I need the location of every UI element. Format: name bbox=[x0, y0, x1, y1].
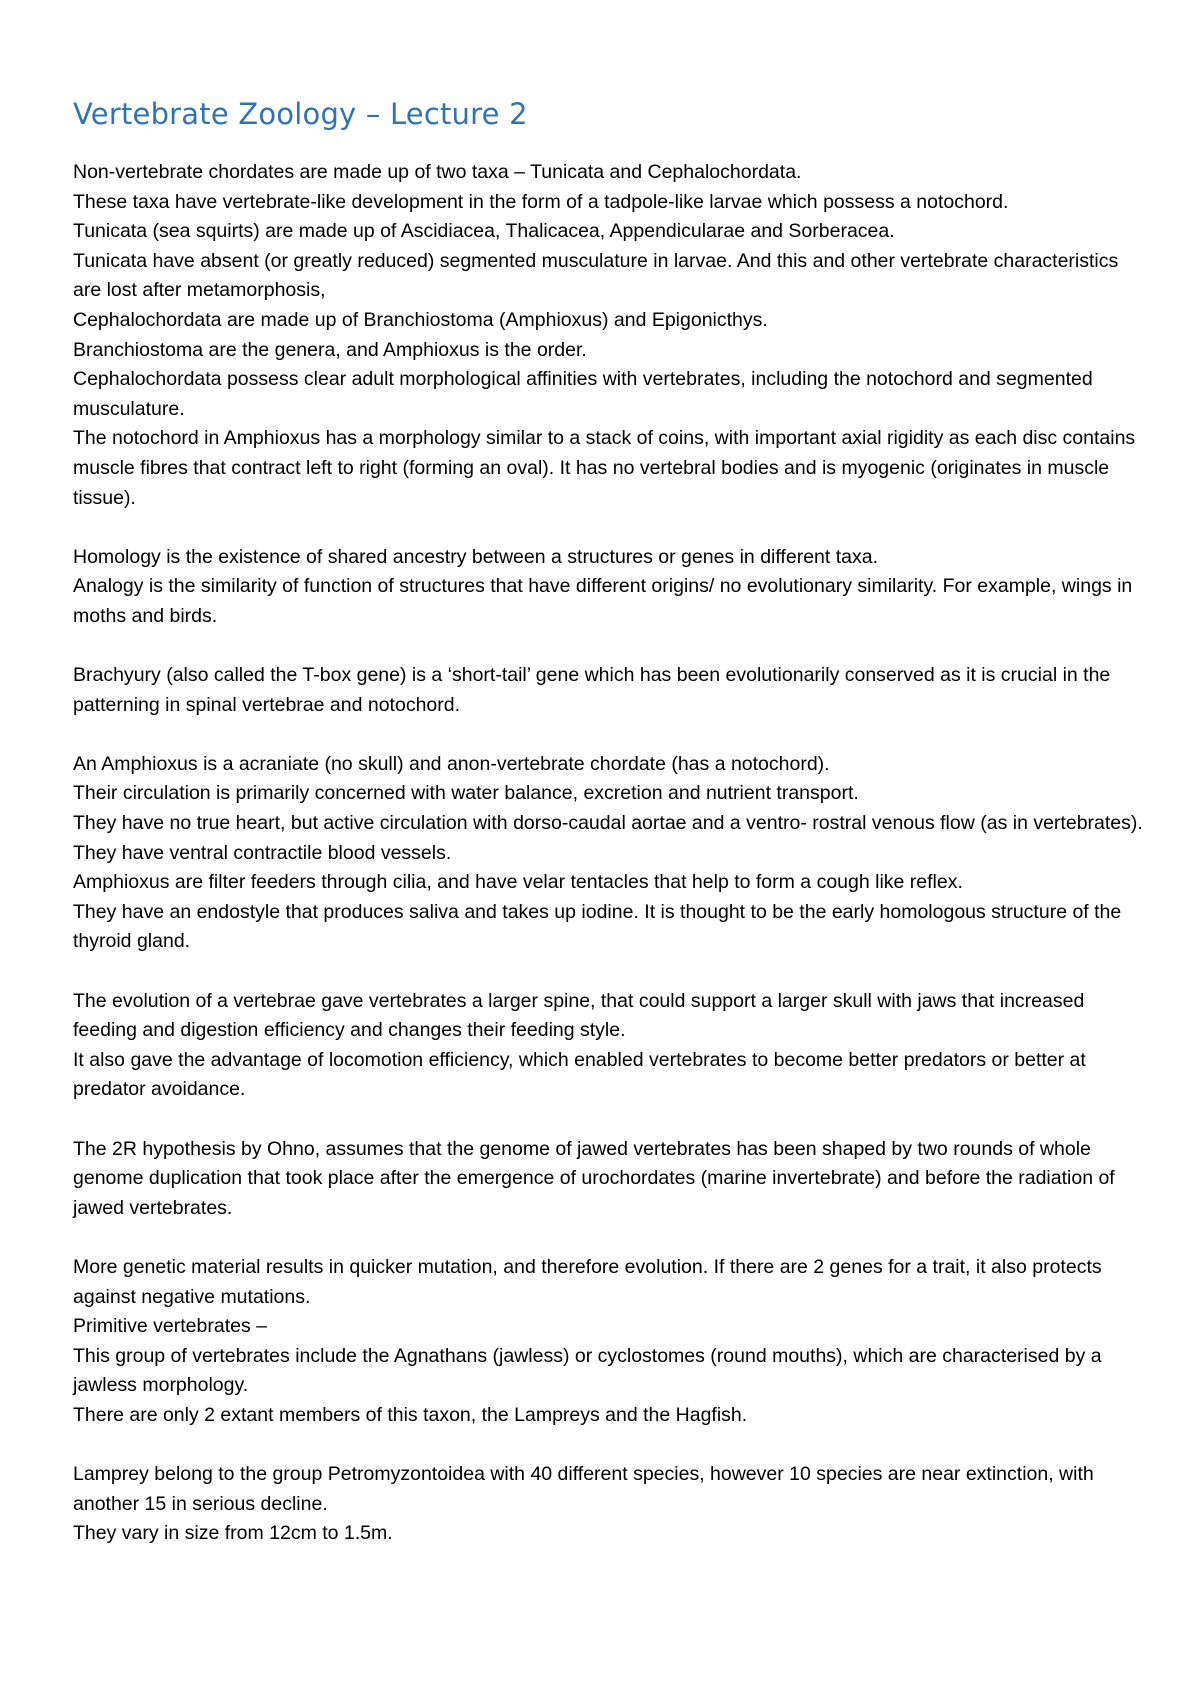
body-paragraph: The notochord in Amphioxus has a morphology similar to a stack of coins, with important axial rigidity as each disc contains muscle fibres that contract left to right (forming an oval). It has no vertebral bodies and is myogenic (originates in muscle tissue). bbox=[73, 427, 1136, 509]
paragraph-gap bbox=[73, 513, 1143, 543]
body-paragraph: Non-vertebrate chordates are made up of two taxa – Tunicata and Cephalochordata. bbox=[73, 161, 802, 183]
body-paragraph: Primitive vertebrates – bbox=[73, 1315, 267, 1338]
body-paragraph: Branchiostoma are the genera, and Amphioxus is the order. bbox=[73, 338, 587, 361]
body-paragraph: Homology is the existence of shared ancestry between a structures or genes in different taxa. bbox=[73, 545, 878, 568]
body-paragraph: These taxa have vertebrate-like development in the form of a tadpole-like larvae which possess a notochord. bbox=[73, 190, 1009, 213]
document-body bbox=[73, 158, 1143, 1549]
body-paragraph: Cephalochordata possess clear adult morphological affinities with vertebrates, including the notochord and segmented musculature. bbox=[73, 368, 1093, 420]
body-paragraph: Amphioxus are filter feeders through cilia, and have velar tentacles that help to form a cough like reflex. bbox=[73, 871, 963, 894]
body-paragraph: Cephalochordata are made up of Branchiostoma (Amphioxus) and Epigonicthys. bbox=[73, 308, 768, 331]
paragraph-gap bbox=[73, 1223, 1143, 1253]
body-paragraph: The 2R hypothesis by Ohno, assumes that the genome of jawed vertebrates has been shaped by two rounds of whole genome duplication that took place after the emergence of urochordates (marine invertebrate) and before the radiation of jawed vertebrates. bbox=[73, 1137, 1115, 1219]
body-paragraph: The evolution of a vertebrae gave vertebrates a larger spine, that could support a larger skull with jaws that increased feeding and digestion efficiency and changes their feeding style. bbox=[73, 989, 1085, 1042]
body-paragraph: Their circulation is primarily concerned with water balance, excretion and nutrient transport. bbox=[73, 782, 859, 805]
paragraph-gap bbox=[73, 720, 1143, 750]
body-paragraph: Tunicata have absent (or greatly reduced) segmented musculature in larvae. And this and other vertebrate characteristics are lost after metamorphosis, bbox=[73, 249, 1119, 302]
body-paragraph: Analogy is the similarity of function of structures that have different origins/ no evolutionary similarity. For example, wings in moths and birds. bbox=[73, 575, 1133, 627]
body-paragraph: They vary in size from 12cm to 1.5m. bbox=[73, 1522, 393, 1545]
body-paragraph: This group of vertebrates include the Agnathans (jawless) or cyclostomes (round mouths), which are characterised by a jawless morphology. bbox=[73, 1344, 1102, 1397]
document-page bbox=[73, 92, 1143, 1549]
paragraph-gap bbox=[73, 632, 1143, 662]
body-paragraph: An Amphioxus is a acraniate (no skull) and anon-vertebrate chordate (has a notochord). bbox=[73, 752, 830, 775]
body-paragraph: It also gave the advantage of locomotion efficiency, which enabled vertebrates to become better predators or better at predator avoidance. bbox=[73, 1048, 1086, 1101]
document-title: Vertebrate Zoology – Lecture 2 bbox=[73, 97, 528, 131]
body-paragraph: Tunicata (sea squirts) are made up of Ascidiacea, Thalicacea, Appendicularae and Sorberacea. bbox=[73, 220, 895, 243]
body-paragraph: Lamprey belong to the group Petromyzontoidea with 40 different species, however 10 species are near extinction, with another 15 in serious decline. bbox=[73, 1463, 1094, 1515]
body-paragraph: Brachyury (also called the T-box gene) is a ‘short-tail’ gene which has been evolutionarily conserved as it is crucial in the patterning in spinal vertebrae and notochord. bbox=[73, 664, 1111, 716]
body-paragraph: There are only 2 extant members of this taxon, the Lampreys and the Hagfish. bbox=[73, 1403, 748, 1426]
paragraph-gap bbox=[73, 1431, 1143, 1461]
body-paragraph: More genetic material results in quicker mutation, and therefore evolution. If there are 2 genes for a trait, it also protects against negative mutations. bbox=[73, 1255, 1102, 1308]
paragraph-gap bbox=[73, 957, 1143, 987]
body-paragraph: They have no true heart, but active circulation with dorso-caudal aortae and a ventro- rostral venous flow (as in vertebrates). bbox=[73, 812, 1143, 835]
paragraph-gap bbox=[73, 1105, 1143, 1135]
body-paragraph: They have an endostyle that produces saliva and takes up iodine. It is thought to be the early homologous structure of the thyroid gland. bbox=[73, 900, 1122, 953]
body-paragraph: They have ventral contractile blood vessels. bbox=[73, 841, 452, 864]
